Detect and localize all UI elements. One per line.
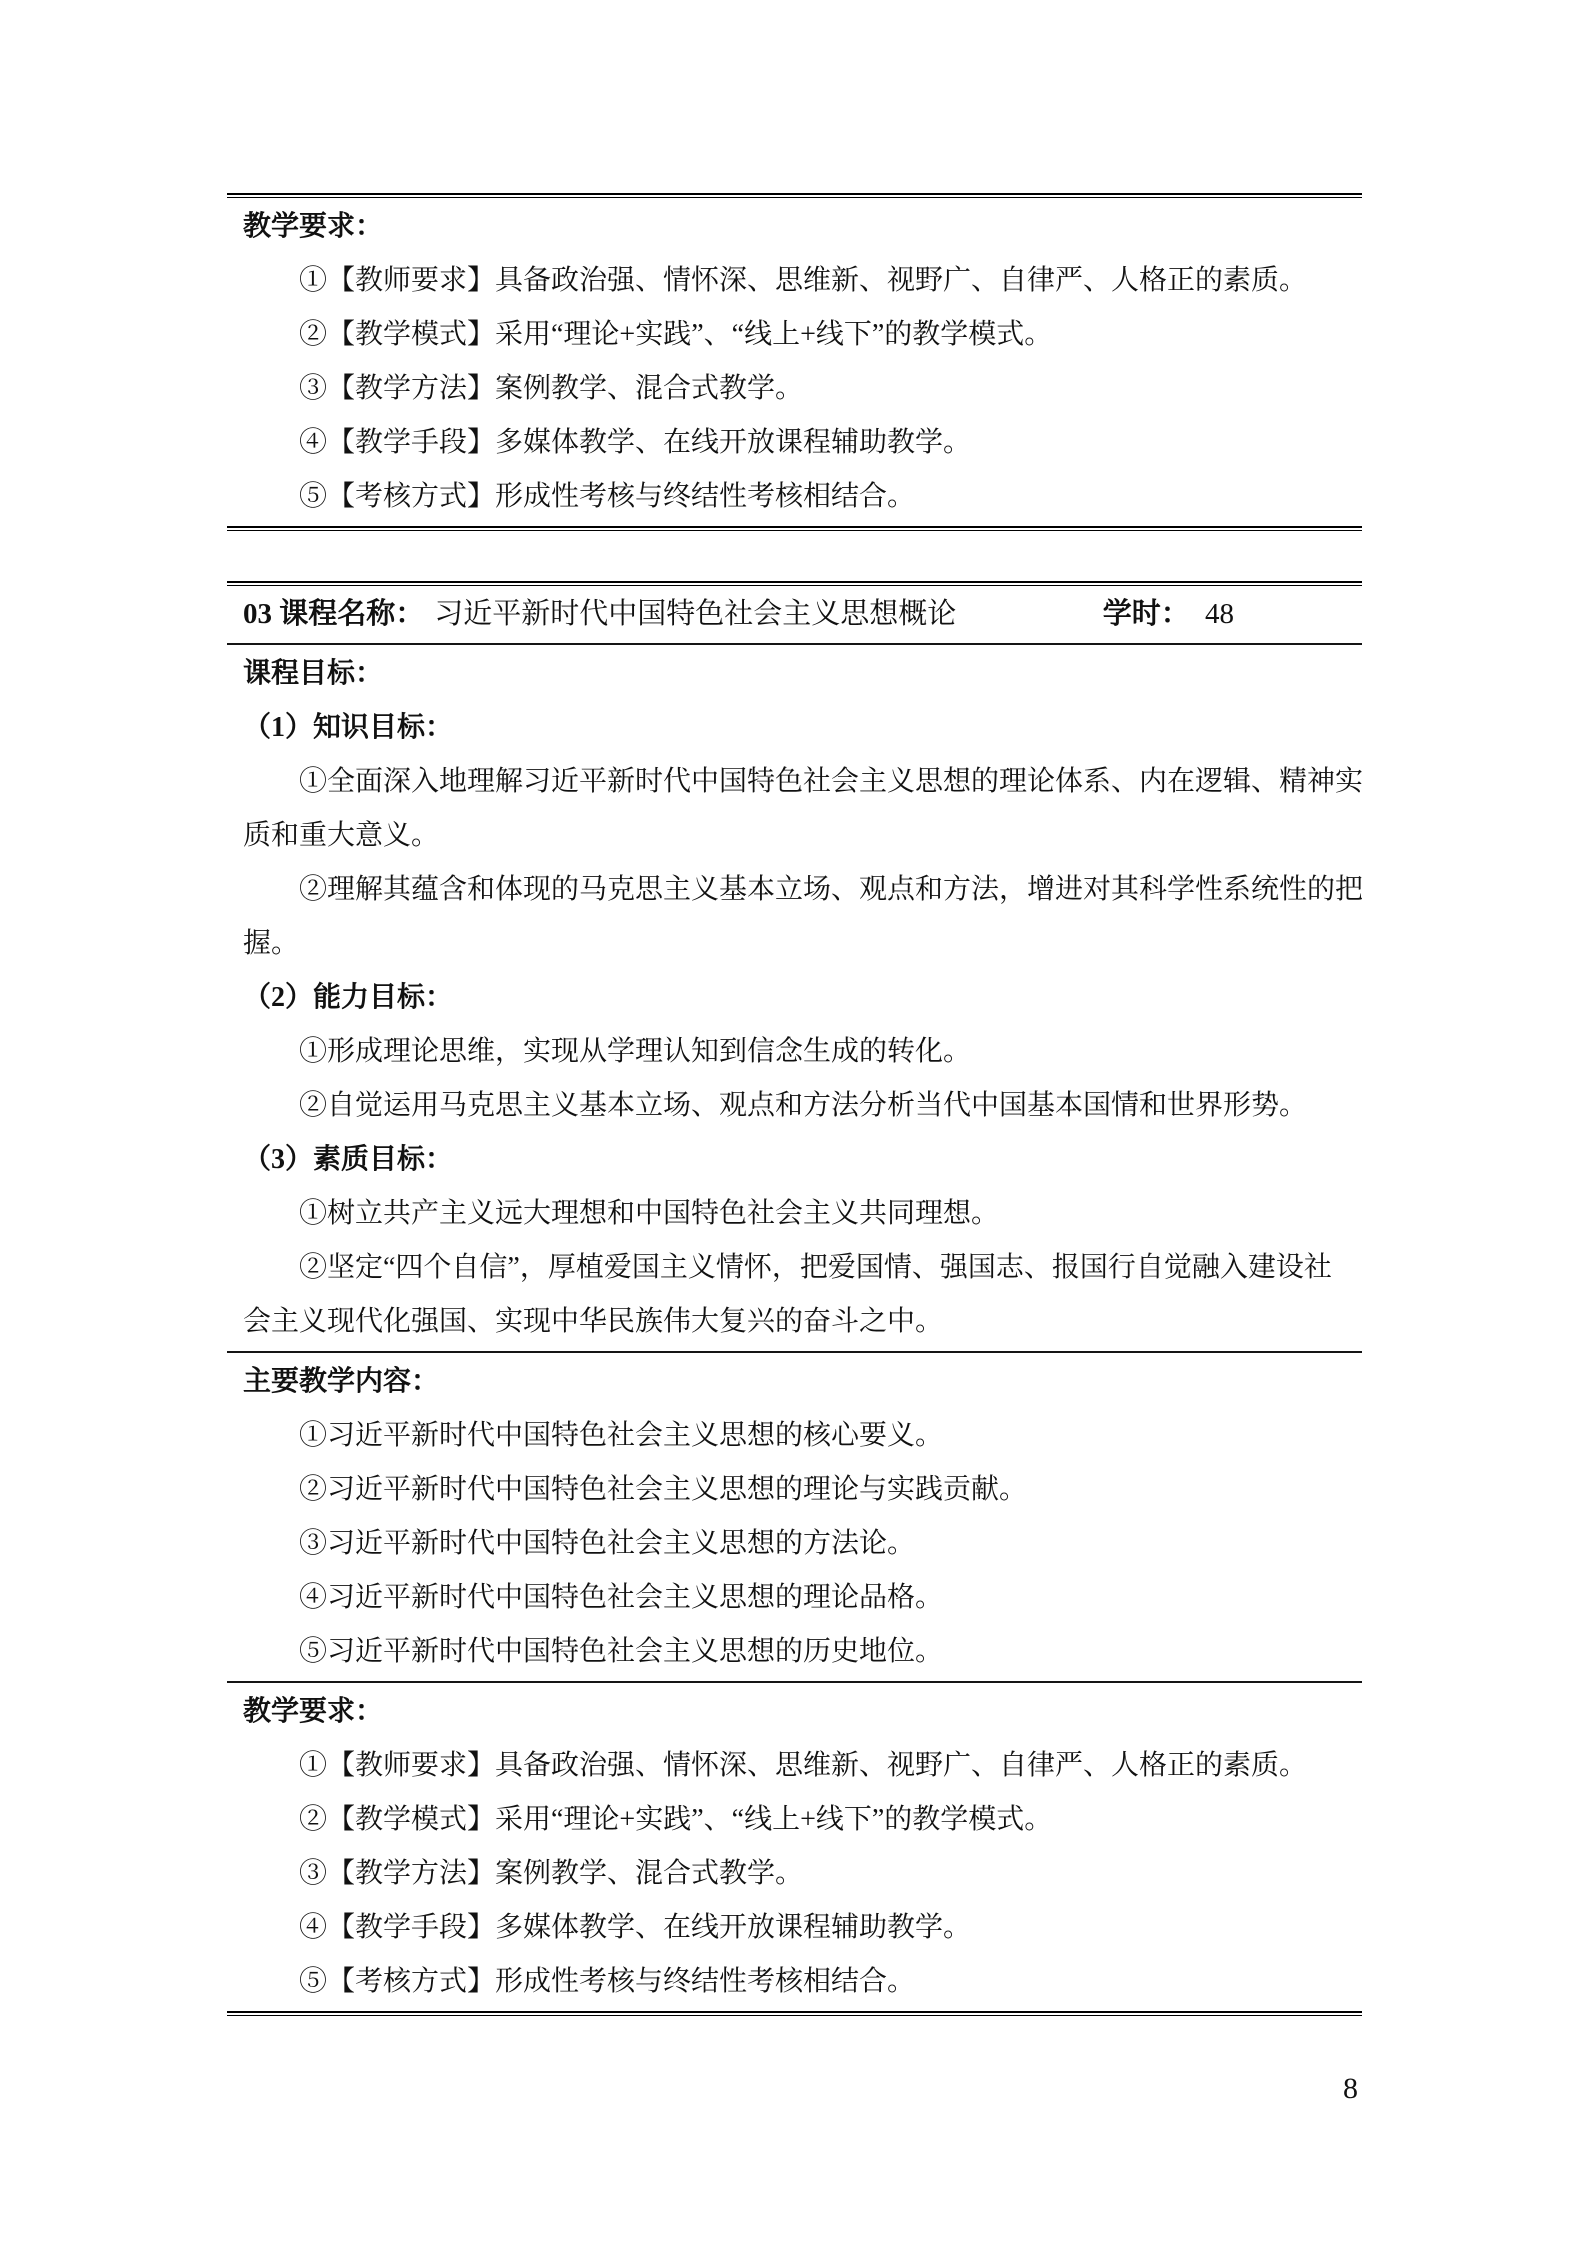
main-content-cell xyxy=(227,1353,1362,1681)
list-item: ①习近平新时代中国特色社会主义思想的核心要义。 xyxy=(299,1420,944,1451)
list-item: ④【教学手段】多媒体教学、在线开放课程辅助教学。 xyxy=(299,1912,972,1943)
list-item: ①【教师要求】具备政治强、情怀深、思维新、视野广、自律严、人格正的素质。 xyxy=(299,1750,1308,1781)
list-item: ③【教学方法】案例教学、混合式教学。 xyxy=(299,1858,804,1889)
list-item: ④习近平新时代中国特色社会主义思想的理论品格。 xyxy=(299,1582,944,1613)
course-hours xyxy=(1103,587,1234,641)
list-item: ⑤习近平新时代中国特色社会主义思想的历史地位。 xyxy=(299,1636,944,1667)
paragraph-line: ①树立共产主义远大理想和中国特色社会主义共同理想。 xyxy=(299,1198,1000,1229)
list-item: ①【教师要求】具备政治强、情怀深、思维新、视野广、自律严、人格正的素质。 xyxy=(299,265,1308,296)
paragraph-line: 会主义现代化强国、实现中华民族伟大复兴的奋斗之中。 xyxy=(243,1306,944,1337)
paragraph-line: ①形成理论思维，实现从学理认知到信念生成的转化。 xyxy=(299,1036,972,1067)
paragraph-line: ②坚定“四个自信”，厚植爱国主义情怀，把爱国情、强国志、报国行自觉融入建设社 xyxy=(299,1252,1332,1283)
list-item: ⑤【考核方式】形成性考核与终结性考核相结合。 xyxy=(299,1966,916,1997)
paragraph-line: ②理解其蕴含和体现的马克思主义基本立场、观点和方法，增进对其科学性系统性的把 xyxy=(299,874,1364,905)
list-item: ②习近平新时代中国特色社会主义思想的理论与实践贡献。 xyxy=(299,1474,1028,1505)
course-name-label: 03 课程名称： xyxy=(243,598,425,630)
requirements-cell xyxy=(227,198,1362,526)
subsection-heading: （3）素质目标： xyxy=(243,1144,454,1175)
section-heading: 教学要求： xyxy=(243,211,384,242)
table-gap xyxy=(227,531,1362,581)
course-header-row xyxy=(227,586,1362,643)
list-item: ②【教学模式】采用“理论+实践”、“线上+线下”的教学模式。 xyxy=(299,1804,1053,1835)
page-number: 8 xyxy=(1343,2072,1358,2105)
subsection-heading: （1）知识目标： xyxy=(243,712,454,743)
paragraph-line: 质和重大意义。 xyxy=(243,820,440,851)
section-heading: 课程目标： xyxy=(243,658,384,689)
list-item: ⑤【考核方式】形成性考核与终结性考核相结合。 xyxy=(299,481,916,512)
hours-label: 学时： xyxy=(1102,598,1190,630)
course-table xyxy=(227,581,1362,2016)
section-heading: 教学要求： xyxy=(243,1696,384,1727)
document-content xyxy=(227,193,1362,2016)
hours-value: 48 xyxy=(1205,598,1234,630)
requirements-cell-bottom xyxy=(227,1683,1362,2011)
paragraph-line: ①全面深入地理解习近平新时代中国特色社会主义思想的理论体系、内在逻辑、精神实 xyxy=(299,766,1364,797)
list-item: ②【教学模式】采用“理论+实践”、“线上+线下”的教学模式。 xyxy=(299,319,1053,350)
requirements-table-top xyxy=(227,193,1362,531)
paragraph-line: ②自觉运用马克思主义基本立场、观点和方法分析当代中国基本国情和世界形势。 xyxy=(299,1090,1308,1121)
paragraph-line: 握。 xyxy=(243,928,300,959)
double-rule xyxy=(227,2011,1362,2016)
list-item: ④【教学手段】多媒体教学、在线开放课程辅助教学。 xyxy=(299,427,972,458)
list-item: ③【教学方法】案例教学、混合式教学。 xyxy=(299,373,804,404)
objectives-cell xyxy=(227,645,1362,1351)
subsection-heading: （2）能力目标： xyxy=(243,982,454,1013)
section-heading: 主要教学内容： xyxy=(243,1366,440,1397)
list-item: ③习近平新时代中国特色社会主义思想的方法论。 xyxy=(299,1528,916,1559)
course-name-value: 习近平新时代中国特色社会主义思想概论 xyxy=(434,598,957,630)
